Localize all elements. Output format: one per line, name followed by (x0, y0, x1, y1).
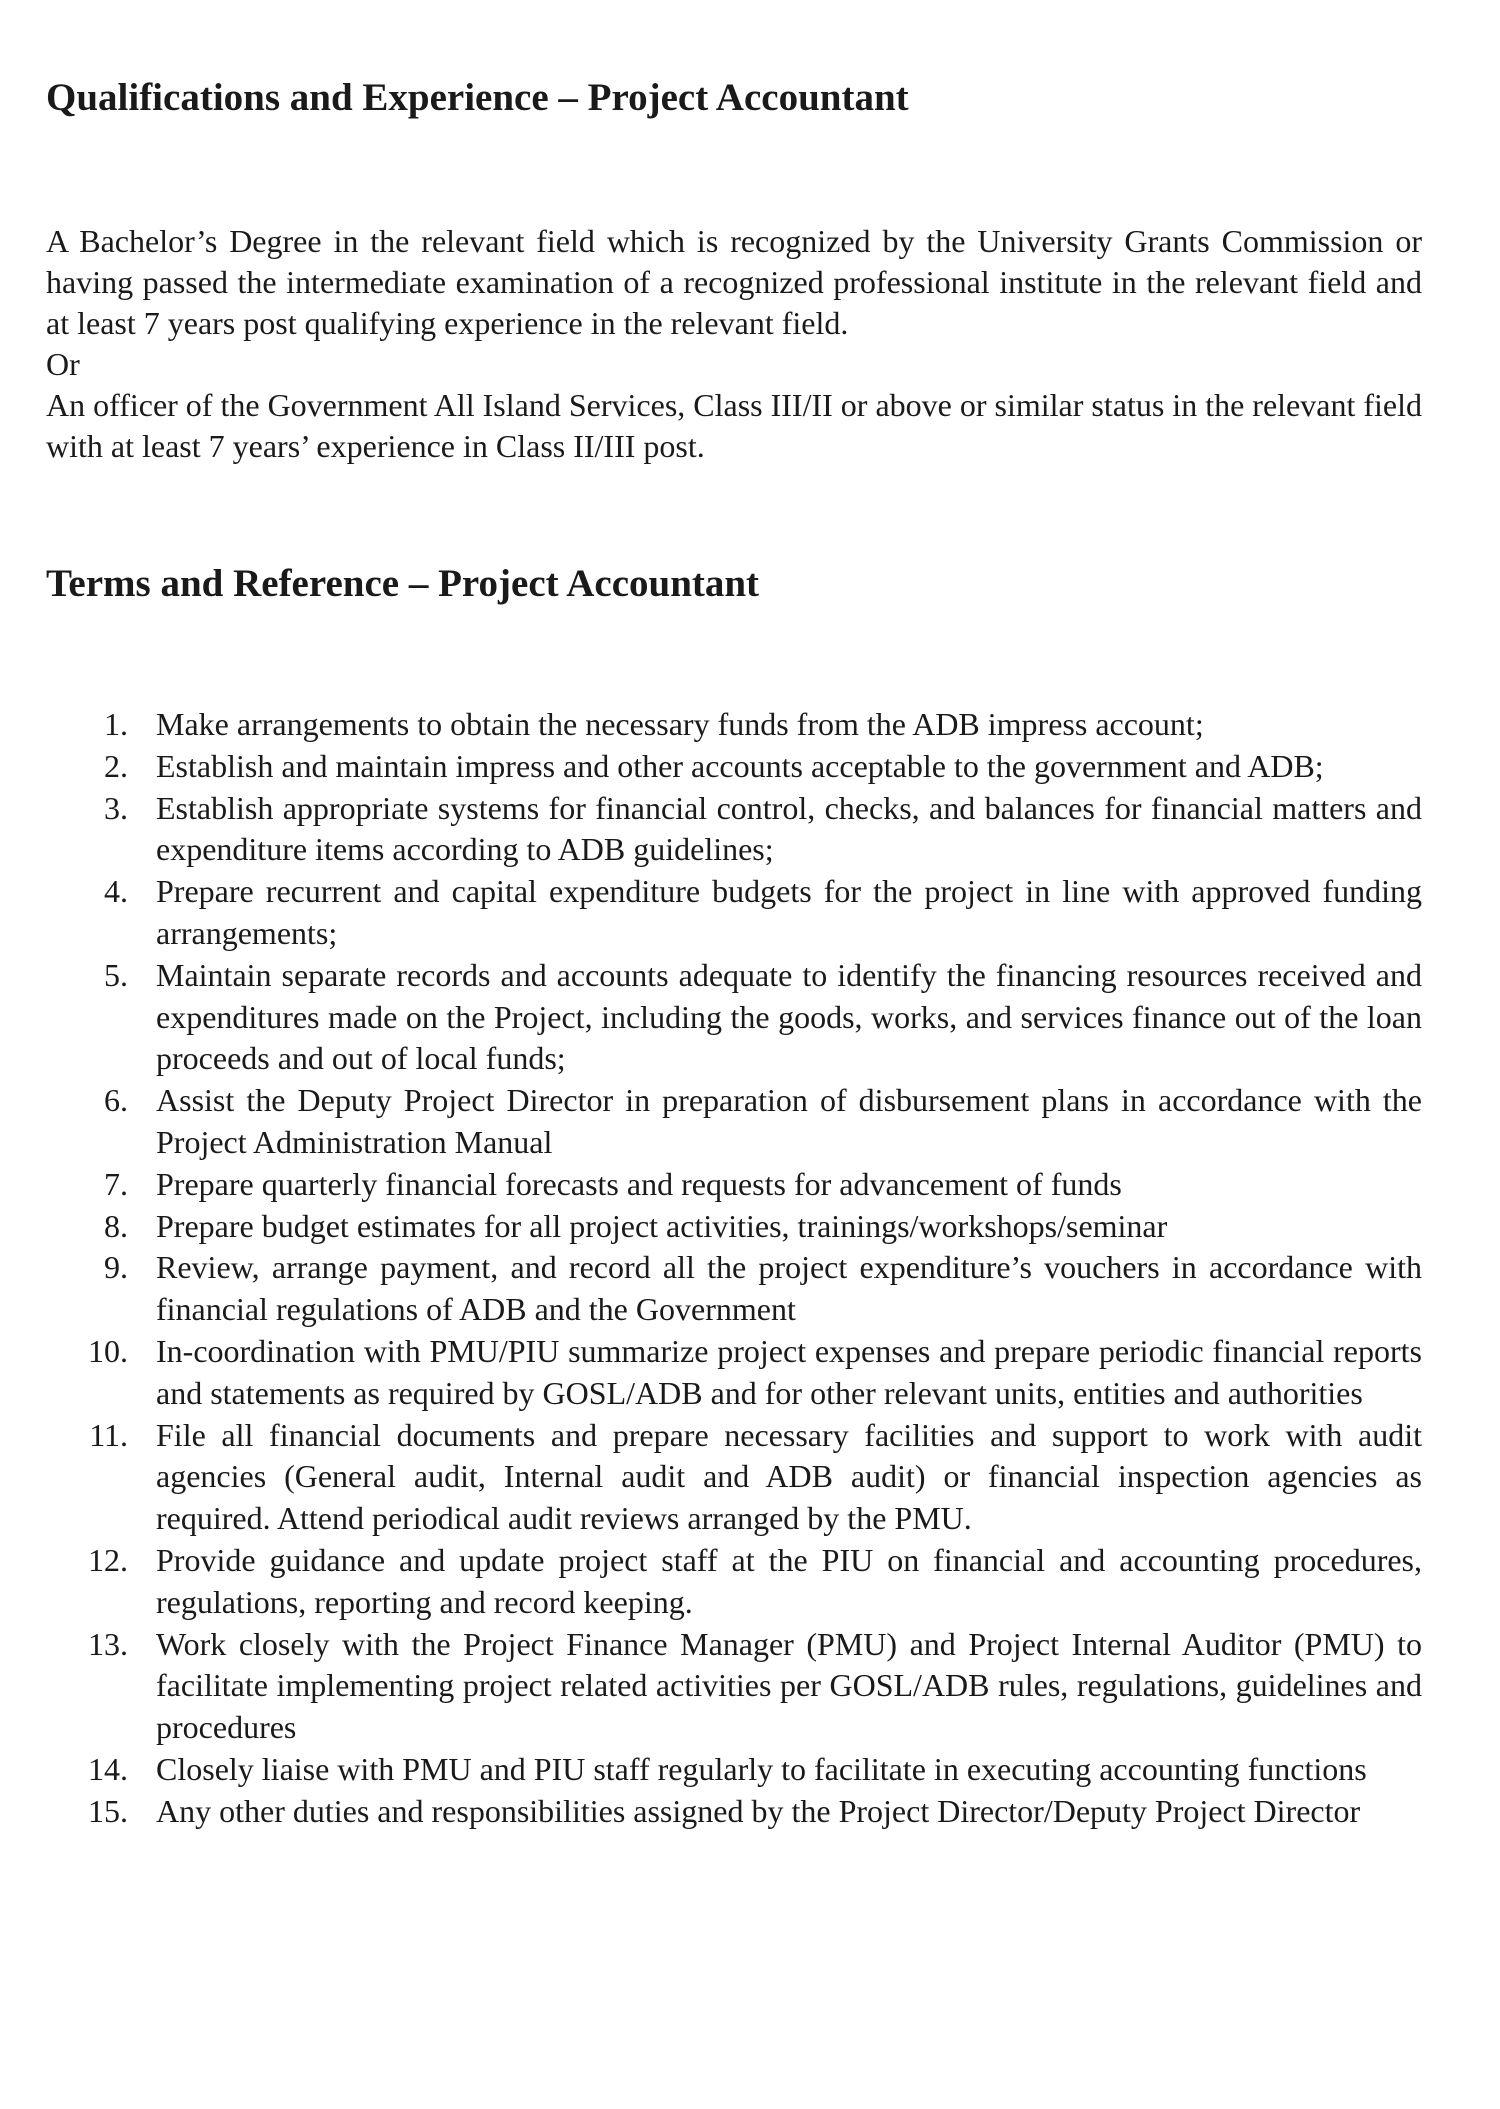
list-item (46, 1791, 1422, 1833)
list-item-text: Establish appropriate systems for financial control, checks, and balances for financial matters and expenditure items according to ADB guidelines; (156, 789, 1422, 868)
list-item (46, 1749, 1422, 1791)
list-item (46, 1624, 1422, 1749)
list-item (46, 1164, 1422, 1206)
list-item-text: Provide guidance and update project staff at the PIU on financial and accounting procedures, regulations, reporting and record keeping. (156, 1541, 1422, 1620)
list-item-number: 10. (88, 1332, 128, 1369)
list-item-number: 2. (104, 747, 128, 784)
list-item (46, 746, 1422, 788)
list-item (46, 704, 1422, 746)
list-item-number: 7. (104, 1165, 128, 1202)
list-item-number: 3. (104, 789, 128, 826)
list-item (46, 1080, 1422, 1164)
list-item-text: Review, arrange payment, and record all the project expenditure’s vouchers in accordance with financial regulations of ADB and the Government (156, 1249, 1422, 1328)
qualifications-paragraph-officer: An officer of the Government All Island Services, Class III/II or above or similar status in the relevant field with at least 7 years’ experience in Class II/III post. (46, 387, 1422, 464)
list-item-number: 1. (104, 706, 128, 742)
qualifications-heading: Qualifications and Experience – Project Accountant (46, 76, 909, 119)
list-item-number: 9. (104, 1249, 128, 1286)
list-item-text: Prepare recurrent and capital expenditure budgets for the project in line with approved funding arrangements; (156, 873, 1422, 951)
list-item (46, 1247, 1422, 1331)
qualifications-or-separator: Or (46, 346, 80, 382)
terms-list (46, 704, 1422, 1833)
list-item-number: 5. (104, 956, 128, 993)
list-item-number: 13. (88, 1625, 128, 1662)
list-item-number: 15. (88, 1792, 128, 1829)
list-item-text: Prepare budget estimates for all project activities, trainings/workshops/seminar (156, 1207, 1168, 1244)
qualifications-paragraph-degree: A Bachelor’s Degree in the relevant field which is recognized by the University Grants Commission or having passed the intermediate examination of a recognized professional institute in the relevant field and at least 7 years post qualifying experience in the relevant field. (46, 223, 1422, 341)
list-item (46, 1415, 1422, 1540)
list-item (46, 1331, 1422, 1415)
list-item-number: 14. (88, 1750, 128, 1787)
list-item-text: File all financial documents and prepare necessary facilities and support to work with audit agencies (General audit, Internal audit and ADB audit) or financial inspection agencies as required. Attend periodical audit reviews arranged by the PMU. (156, 1416, 1422, 1537)
list-item-text: Make arrangements to obtain the necessary funds from the ADB impress account; (156, 706, 1204, 742)
list-item (46, 955, 1422, 1080)
list-item-text: Any other duties and responsibilities assigned by the Project Director/Deputy Project Director (156, 1792, 1361, 1829)
list-item-text: In-coordination with PMU/PIU summarize project expenses and prepare periodic financial reports and statements as required by GOSL/ADB and for other relevant units, entities and authorities (156, 1332, 1422, 1411)
list-item-number: 11. (89, 1416, 128, 1453)
list-item-text: Assist the Deputy Project Director in preparation of disbursement plans in accordance with the Project Administration Manual (156, 1082, 1422, 1160)
qualifications-body (46, 221, 1422, 467)
list-item-number: 12. (88, 1541, 128, 1578)
list-item-text: Establish and maintain impress and other accounts acceptable to the government and ADB; (156, 747, 1324, 784)
list-item-text: Work closely with the Project Finance Manager (PMU) and Project Internal Auditor (PMU) to facilitate implementing project related activities per GOSL/ADB rules, regulations, guidelines and procedures (156, 1625, 1422, 1746)
terms-heading: Terms and Reference – Project Accountant (46, 562, 760, 605)
list-item-text: Prepare quarterly financial forecasts and requests for advancement of funds (156, 1165, 1122, 1202)
list-item-number: 6. (104, 1082, 128, 1119)
list-item-number: 4. (104, 873, 128, 910)
list-item (46, 1206, 1422, 1248)
list-item-text: Closely liaise with PMU and PIU staff regularly to facilitate in executing accounting functions (156, 1750, 1367, 1787)
list-item (46, 871, 1422, 955)
list-item (46, 788, 1422, 872)
list-item (46, 1540, 1422, 1624)
list-item-text: Maintain separate records and accounts adequate to identify the financing resources received and expenditures made on the Project, including the goods, works, and services finance out of the loan proceeds and out of local funds; (156, 956, 1422, 1077)
list-item-number: 8. (104, 1207, 128, 1244)
